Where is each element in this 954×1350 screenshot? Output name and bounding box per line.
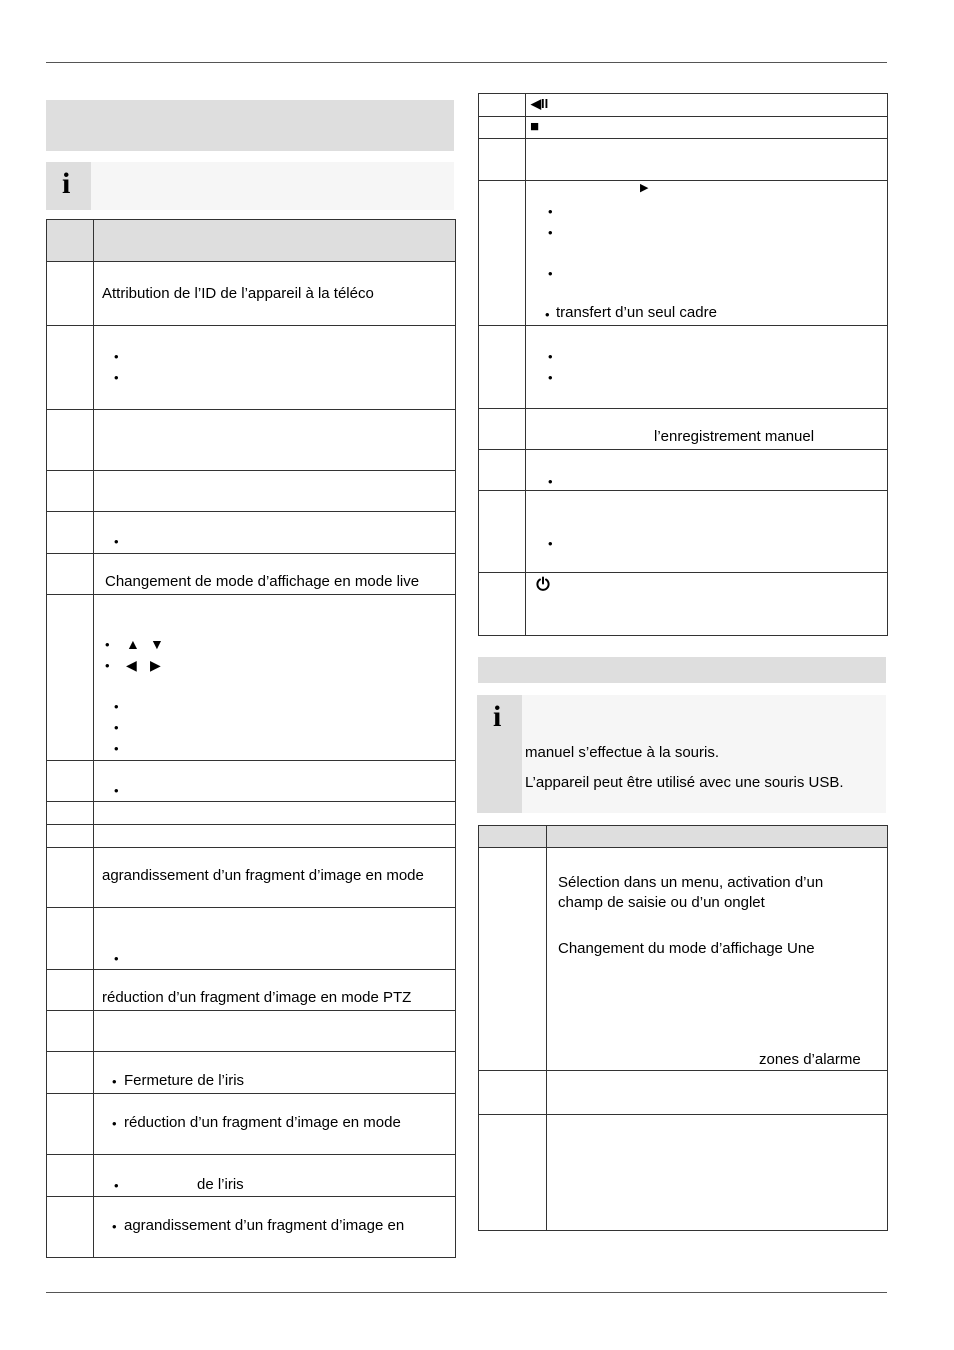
row-text-zoom-out: réduction d’un fragment d’image en mode xyxy=(124,1114,401,1131)
row-text-single-frame: transfert d’un seul cadre xyxy=(556,304,717,321)
play-icon: ▶ xyxy=(640,182,649,194)
bullet: • xyxy=(548,474,553,489)
left-click-text-3: Changement du mode d’affichage Une xyxy=(558,940,815,957)
top-rule xyxy=(46,62,887,63)
left-click-text-4: zones d’alarme xyxy=(759,1051,861,1068)
bullet: • xyxy=(114,534,119,549)
table-row xyxy=(479,490,887,491)
bullet: • xyxy=(548,266,553,281)
table-row xyxy=(47,907,455,908)
info-note-left xyxy=(46,162,454,210)
frame-back-icon: ◀II xyxy=(531,96,549,111)
bullet: • xyxy=(548,536,553,551)
power-icon xyxy=(535,576,551,592)
info-note-mouse xyxy=(477,695,886,813)
bullet: • xyxy=(114,741,119,756)
left-click-text-2: champ de saisie ou d’un onglet xyxy=(558,894,765,911)
bullet: • xyxy=(114,349,119,364)
table-row xyxy=(47,553,455,554)
table-row xyxy=(47,409,455,410)
table-row xyxy=(479,1070,887,1071)
table-row xyxy=(479,325,887,326)
table-row xyxy=(479,408,887,409)
row-text-zoom-in-2: agrandissement d’un fragment d’image en xyxy=(124,1217,405,1234)
table-row xyxy=(47,760,455,761)
left-click-text-1: Sélection dans un menu, activation d’un xyxy=(558,874,824,891)
bullet: • xyxy=(548,370,553,385)
bullet: • xyxy=(105,637,110,652)
table-row xyxy=(47,1051,455,1052)
table-row xyxy=(479,116,887,117)
table-row xyxy=(47,594,455,595)
column-divider xyxy=(525,94,526,635)
row-text-iris: de l’iris xyxy=(197,1176,244,1193)
table-row xyxy=(479,847,887,848)
bullet: • xyxy=(114,699,119,714)
table-row xyxy=(47,1196,455,1197)
arrow-down-icon: ▼ xyxy=(150,636,164,652)
table-row xyxy=(479,138,887,139)
info-icon: i xyxy=(62,167,71,200)
section-heading-left xyxy=(46,100,454,151)
table-row xyxy=(47,1154,455,1155)
bullet: • xyxy=(545,307,550,322)
table-row xyxy=(47,511,455,512)
section-heading-mouse xyxy=(478,657,886,683)
table-row xyxy=(47,969,455,970)
column-divider xyxy=(546,826,547,1230)
bullet: • xyxy=(114,370,119,385)
bullet: • xyxy=(112,1074,117,1089)
row-text-manual-record: l’enregistrement manuel xyxy=(654,428,815,445)
info-icon: i xyxy=(493,700,502,733)
bullet: • xyxy=(114,720,119,735)
info-icon-box xyxy=(477,695,522,813)
bullet: • xyxy=(548,225,553,240)
table-row xyxy=(47,1093,455,1094)
note-text-line2: L’appareil peut être utilisé avec une souris USB. xyxy=(525,774,844,791)
stop-icon: ■ xyxy=(530,118,540,135)
bullet: • xyxy=(114,1178,119,1193)
table-row xyxy=(47,470,455,471)
note-text-line1: manuel s’effectue à la souris. xyxy=(525,744,719,761)
bullet: • xyxy=(548,349,553,364)
table-row xyxy=(479,449,887,450)
bullet: • xyxy=(105,658,110,673)
mouse-actions-table xyxy=(478,825,888,1231)
remote-buttons-table xyxy=(46,219,456,1258)
table-row xyxy=(47,261,455,262)
table-row xyxy=(47,1010,455,1011)
bullet: • xyxy=(548,204,553,219)
row-text-device-id: Attribution de l’ID de l’appareil à la téléco xyxy=(102,285,374,302)
bullet: • xyxy=(112,1219,117,1234)
table-header xyxy=(479,826,887,847)
bullet: • xyxy=(114,951,119,966)
bullet: • xyxy=(112,1116,117,1131)
bullet: • xyxy=(114,783,119,798)
row-text-zoom-in: agrandissement d’un fragment d’image en mode xyxy=(102,867,424,884)
table-row xyxy=(479,1114,887,1115)
table-row xyxy=(47,801,455,802)
table-row xyxy=(479,180,887,181)
table-row xyxy=(47,847,455,848)
row-text-iris-close: Fermeture de l’iris xyxy=(124,1072,245,1089)
table-row xyxy=(47,824,455,825)
arrow-left-icon: ◀ xyxy=(126,657,137,673)
arrow-right-icon: ▶ xyxy=(150,657,161,673)
row-text-zoom-out-ptz: réduction d’un fragment d’image en mode PTZ xyxy=(102,989,412,1006)
info-icon-box xyxy=(46,162,91,210)
column-divider xyxy=(93,220,94,1257)
table-row xyxy=(479,572,887,573)
remote-buttons-table-continued xyxy=(478,93,888,636)
row-text-live-mode: Changement de mode d’affichage en mode live xyxy=(105,573,420,590)
table-header xyxy=(47,220,455,261)
table-row xyxy=(47,325,455,326)
arrow-up-icon: ▲ xyxy=(126,636,140,652)
bottom-rule xyxy=(46,1292,887,1293)
